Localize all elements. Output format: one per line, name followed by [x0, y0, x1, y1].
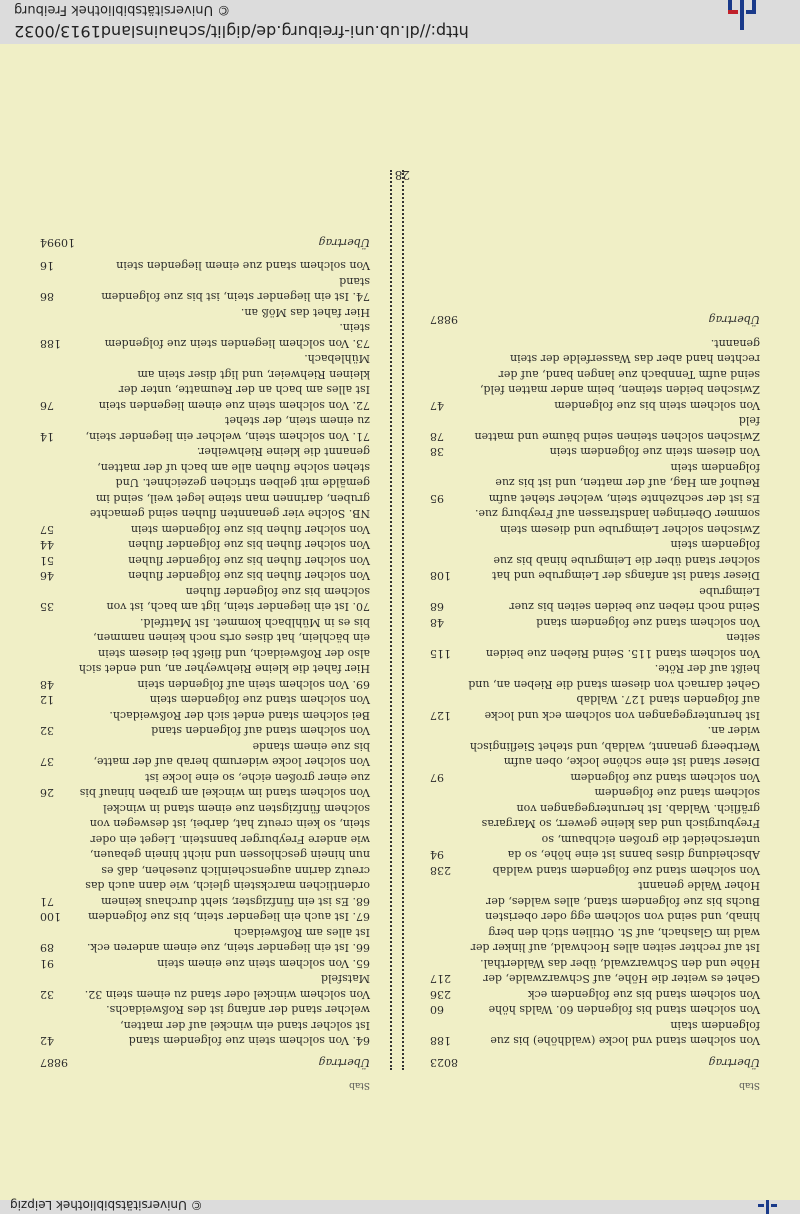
library-logo-icon	[724, 0, 760, 30]
ledger-entry	[40, 320, 370, 351]
footer-copyright: © Universitätsbibliothek Leipzig	[10, 1198, 203, 1212]
entry-text: Von solcher fluhen bis zue folgender fluhen	[128, 554, 370, 567]
entry-text: Von solcher fluhen bis zue folgender fluhen	[128, 569, 370, 583]
left-bottom-carry-row	[430, 312, 760, 328]
entry-text: Gehet es weiter die Höhe, auf Schwarzwalde, der Höhe und den Schwarzwald, über das Walderthal. Ist auf rechter seiten alles Hochwald, auf linker der wald im Glashach, auf St. Ottilien stich den berg hinab, und seind von solchem egg oder oberisten Buchs bis zue folgendem stand, alles waldes, der Hoher Walde genannt	[470, 879, 760, 986]
ledger-entry	[430, 584, 760, 615]
entry-number: 37	[40, 755, 54, 769]
entry-text: Von solchem stand zue folgendem	[570, 771, 760, 784]
right-bottom-carry-row	[40, 235, 370, 251]
ledger-entry	[430, 1002, 760, 1018]
ledger-entry	[430, 630, 760, 661]
entry-number: 12	[40, 693, 54, 707]
entry-text: 66. Ist ein liegender stein, zue einem anderen eck. Ist alles am Roßweidach	[87, 926, 370, 955]
carry-value: 10994	[40, 236, 75, 249]
entry-text: Von diesem stein zue folgendem stein	[549, 445, 760, 459]
entry-text: 71. Von solchem stein, welcher ein liegender stein, zu einem stein, der stehet	[85, 414, 370, 443]
bottom-banner	[0, 1200, 800, 1214]
ledger-entry	[40, 1033, 370, 1049]
entry-text: Abscheidung dises banns ist eine höhe, so da unterscheidet die großen eichbaum, so Freyburgisch und das kleine gewerr, so Margaras gräflich. Waldab. Ist heruntergegangen von solchem stand zue folgendem	[481, 786, 760, 862]
ledger-entry	[40, 692, 370, 708]
entry-text: Dieser stand ist anfangs der Leimgrube und hat solcher stand über die Leimgrube hinab bis zue folgendem stein	[492, 538, 760, 583]
ledger-entry	[40, 909, 370, 925]
entry-number: 16	[40, 259, 54, 273]
ledger-entry	[40, 971, 370, 1002]
ledger-entry	[430, 398, 760, 414]
ledger-entry	[430, 506, 760, 537]
right-column-note: Stab	[349, 1080, 370, 1090]
entry-number: 14	[40, 430, 54, 443]
ledger-entry	[430, 878, 760, 987]
entry-number	[40, 305, 70, 321]
entry-number: 78	[430, 430, 444, 443]
library-logo-icon	[756, 1200, 780, 1214]
entry-number: 188	[40, 337, 61, 350]
entry-number: 47	[430, 399, 444, 412]
ledger-entry	[430, 770, 760, 786]
entry-number	[430, 336, 460, 398]
entry-text: Von solchem stand bis folgenden 60. Walds höhe	[488, 1003, 760, 1017]
ledger-entry	[430, 661, 760, 692]
entry-number	[40, 615, 70, 677]
ledger-entry	[430, 1018, 760, 1049]
entry-number: 60	[430, 1003, 444, 1017]
carry-label: Übertrag	[708, 313, 760, 327]
entry-number	[430, 723, 460, 770]
ledger-entry	[430, 336, 760, 398]
entry-number	[40, 444, 70, 522]
ledger-entry	[40, 258, 370, 274]
ledger-entry	[40, 708, 370, 724]
entry-text: Von solchem stand auf folgenden stand	[151, 724, 370, 738]
entry-number: 76	[40, 399, 54, 412]
ledger-entry	[430, 785, 760, 863]
ledger-entry	[40, 956, 370, 972]
entry-number: 26	[40, 786, 54, 800]
ledger-entry	[430, 692, 760, 723]
entry-text: Es ist der sechzehnte stein, welcher stehet aufm Reuhof am Hag, auf der matten, und ist bis zue folgendem stein	[488, 461, 760, 505]
entry-number: 127	[430, 709, 451, 722]
carry-label: Übertrag	[318, 236, 370, 249]
entry-number	[430, 661, 460, 692]
ornamental-divider	[390, 170, 404, 1070]
source-url[interactable]: http://dl.ub.uni-freiburg.de/diglit/schauinsland1913/0032	[14, 22, 469, 41]
right-carry-row	[40, 1055, 370, 1071]
entry-number: 32	[40, 724, 54, 738]
ledger-entry	[40, 305, 370, 321]
ledger-entry	[40, 568, 370, 584]
entry-text: 67. Ist auch ein liegender stein, bis zue folgendem	[88, 910, 370, 924]
entry-text: Von solcher fluhen bis zue folgender fluhen	[128, 538, 370, 552]
entry-text: Von solchem stand 115. Seind Rieben zue beiden seiten	[485, 631, 760, 660]
entry-number: 236	[430, 988, 451, 1001]
ledger-entry	[430, 723, 760, 770]
ledger-entry	[40, 522, 370, 538]
entry-text: Ist alles am bach an der Reumatte, unter der kleinen Riehweier, und ligt diser stein am Mühlebach.	[118, 352, 370, 397]
entry-number: 51	[40, 554, 54, 567]
ledger-entry	[430, 537, 760, 584]
entry-text: Zwischen solchen steinen seind bäume und matten feld	[474, 414, 760, 443]
entry-text: Zwischen solcher Leimgrube und diesem stein sommer Oberingen landstrassen auf Freyburg zue.	[474, 507, 760, 536]
entry-text: Von solchem stein bis zue folgendem	[554, 399, 760, 412]
entry-number: 100	[40, 910, 61, 924]
left-column	[430, 306, 760, 1070]
carry-value: 9887	[40, 1056, 68, 1069]
ledger-entry	[430, 413, 760, 444]
entry-text: 68. Es ist ein fünfzigster, sieht durchaus keinem ordentlichen marckstein gleich, wie dann auch das creutz darinn augenscheinlich zuesehen, daß es nun hinein geschlossen und nicht hinein gebauen, wie andere Freyburger bannstein. Lieget ein oder stein, so kein creutz hat, darbei, ist deswegen von solchem fünfzigsten zue einem stand in winckel	[85, 802, 370, 908]
entry-text: 73. Von solchem liegenden stein zue folgendem stein.	[104, 321, 370, 350]
entry-number: 57	[40, 523, 54, 536]
entry-number: 68	[430, 600, 444, 614]
scanned-page	[0, 44, 800, 1200]
entry-text: 65. Von solchem stein zue einem stein	[157, 957, 370, 970]
entry-text: Von solchem stand zue folgendem stand	[536, 616, 760, 629]
entry-number: 71	[40, 895, 54, 908]
entry-text: Von solchem stand vnd locke (waldhöhe) bis zue folgendem stain	[490, 1019, 760, 1048]
entry-text: 72. Von solchem stein zue einem liegenden stein	[98, 399, 370, 412]
ledger-entry	[40, 925, 370, 956]
entry-text: Hier fahet die kleine Riehweyher an, und endet sich also der Roßweidach, und fließt bei diesem stein ein bächlein, hat dises orts noch keinen nammen, bis es in Mühlbach kommet. Ist Mattfeld.	[78, 616, 370, 676]
entry-number: 32	[40, 988, 54, 1001]
right-entries	[40, 258, 370, 1049]
copyright-text: © Universitätsbibliothek Freiburg	[14, 2, 231, 17]
entry-number: 97	[430, 771, 444, 784]
ledger-entry	[40, 537, 370, 553]
ledger-entry	[430, 863, 760, 879]
entry-text: Von solchem winckel oder stand zu einem stein 32. Matsfeld	[84, 972, 370, 1001]
entry-text: Von solchem stand im winckel am graben hinauf bis zue einer großen eiche, so eine locke ist	[79, 771, 370, 800]
ledger-entry	[40, 770, 370, 801]
entry-text: Von solchem stand zue einem liegenden stein	[116, 259, 370, 273]
entry-number: 89	[40, 941, 54, 955]
entry-text: NB. Solche vier genannten fluhen seind gemachte gruben, darinnen man steine leget weil, seind im gemälde mit gelben strichen gezeichnet. Und stehen solche fluhen alle am bach uf der matten, genannt die kleine Riehweiher.	[89, 445, 370, 521]
entry-number: 188	[430, 1034, 451, 1048]
entry-text: Von solcher fluhen bis zue folgendem stein	[130, 523, 370, 536]
entry-number: 108	[430, 569, 451, 583]
entry-number: 91	[40, 957, 54, 970]
entry-number: 38	[430, 445, 444, 459]
entry-number	[40, 351, 70, 398]
entry-text: Bei solchem stand endet sich der Roßweidach.	[109, 709, 370, 722]
left-carry-row	[430, 1055, 760, 1071]
entry-number: 94	[430, 848, 444, 862]
entry-number: 44	[40, 538, 54, 552]
ledger-entry	[40, 723, 370, 739]
entry-number: 86	[40, 290, 54, 304]
entry-number	[430, 506, 460, 537]
entry-text: Von solcher locke widerumb herab auf der matte, bis zue einem stande	[93, 740, 370, 769]
page-number: 28	[394, 168, 410, 182]
entry-number: 46	[40, 569, 54, 583]
entry-text: Dieser stand ist eine schöne locke, oben aufm Wertbeerg genannt, waldab, und stehet Sieflingisch wider an.	[469, 724, 760, 769]
ledger-entry	[40, 677, 370, 693]
entry-text: Von solchem stand zue folgendem stand waldab	[492, 864, 760, 877]
ledger-entry	[40, 739, 370, 770]
entry-number: 48	[430, 616, 444, 629]
entry-number: 48	[40, 678, 54, 691]
entry-text: Hier fahet das Möß an.	[240, 306, 370, 319]
entry-text: Ist solcher stand ein winckel auf der matten, welcher stand der anfang ist des Roßweidachs.	[106, 1003, 370, 1032]
entry-text: Von solchem stand zue folgendem stein	[149, 693, 370, 707]
ledger-entry	[40, 553, 370, 569]
ledger-entry	[40, 444, 370, 522]
right-column	[40, 229, 370, 1071]
entry-text: Zwischen beiden steinen, beim ander matten feld, seind aufm Tennbach zue langen band, auf der rechten hand aber das Wasserfelde der stein genannt.	[479, 337, 760, 397]
ledger-entry	[40, 1002, 370, 1033]
left-column-note: Stab	[739, 1080, 760, 1090]
entry-number	[40, 708, 70, 724]
entry-text: 69. Von solchem stein auf folgenden stein	[137, 678, 370, 691]
carry-value: 8023	[430, 1056, 458, 1069]
entry-number: 115	[430, 647, 451, 660]
top-banner	[0, 0, 800, 44]
entry-number: 217	[430, 972, 451, 986]
ledger-entry	[430, 460, 760, 507]
ledger-entry	[40, 584, 370, 615]
entry-text: Gehet darnach von diesem stand die Rieben an, und heißt auf der Röte.	[468, 662, 760, 691]
carry-label: Übertrag	[708, 1056, 760, 1069]
ledger-entry	[40, 801, 370, 910]
entry-number: 35	[40, 600, 54, 614]
entry-number: 238	[430, 864, 451, 877]
carry-value: 9887	[430, 313, 458, 327]
entry-number: 95	[430, 492, 444, 505]
ledger-entry	[430, 615, 760, 631]
ledger-entry	[40, 413, 370, 444]
rotated-content	[0, 44, 800, 1200]
entry-number	[40, 1002, 70, 1033]
entry-text: 64. Von solchem stein zue folgendem stand	[128, 1034, 370, 1048]
entry-text: 74. Ist ein liegender stein, ist bis zue folgendem stand	[101, 275, 370, 304]
entry-text: Ist heruntergegangen von solchem eck und locke auf folgenden stand 127. Waldab	[484, 693, 760, 722]
ledger-entry	[430, 987, 760, 1003]
carry-label: Übertrag	[318, 1056, 370, 1069]
ledger-entry	[40, 615, 370, 677]
entry-number: 42	[40, 1034, 54, 1048]
entry-text: Von solchem stand bis zue folgendem eck	[527, 988, 760, 1001]
ledger-entry	[430, 444, 760, 460]
entry-text: 70. Ist ein liegender stein, ligt am bach, ist von solchem bis zue folgender fluhen	[106, 585, 370, 614]
ledger-entry	[40, 398, 370, 414]
left-entries	[430, 336, 760, 1049]
entry-text: Seind noch rieben zue beiden seiten bis zuer Leimgrube	[509, 585, 760, 614]
ledger-entry	[40, 351, 370, 398]
ledger-entry	[40, 274, 370, 305]
